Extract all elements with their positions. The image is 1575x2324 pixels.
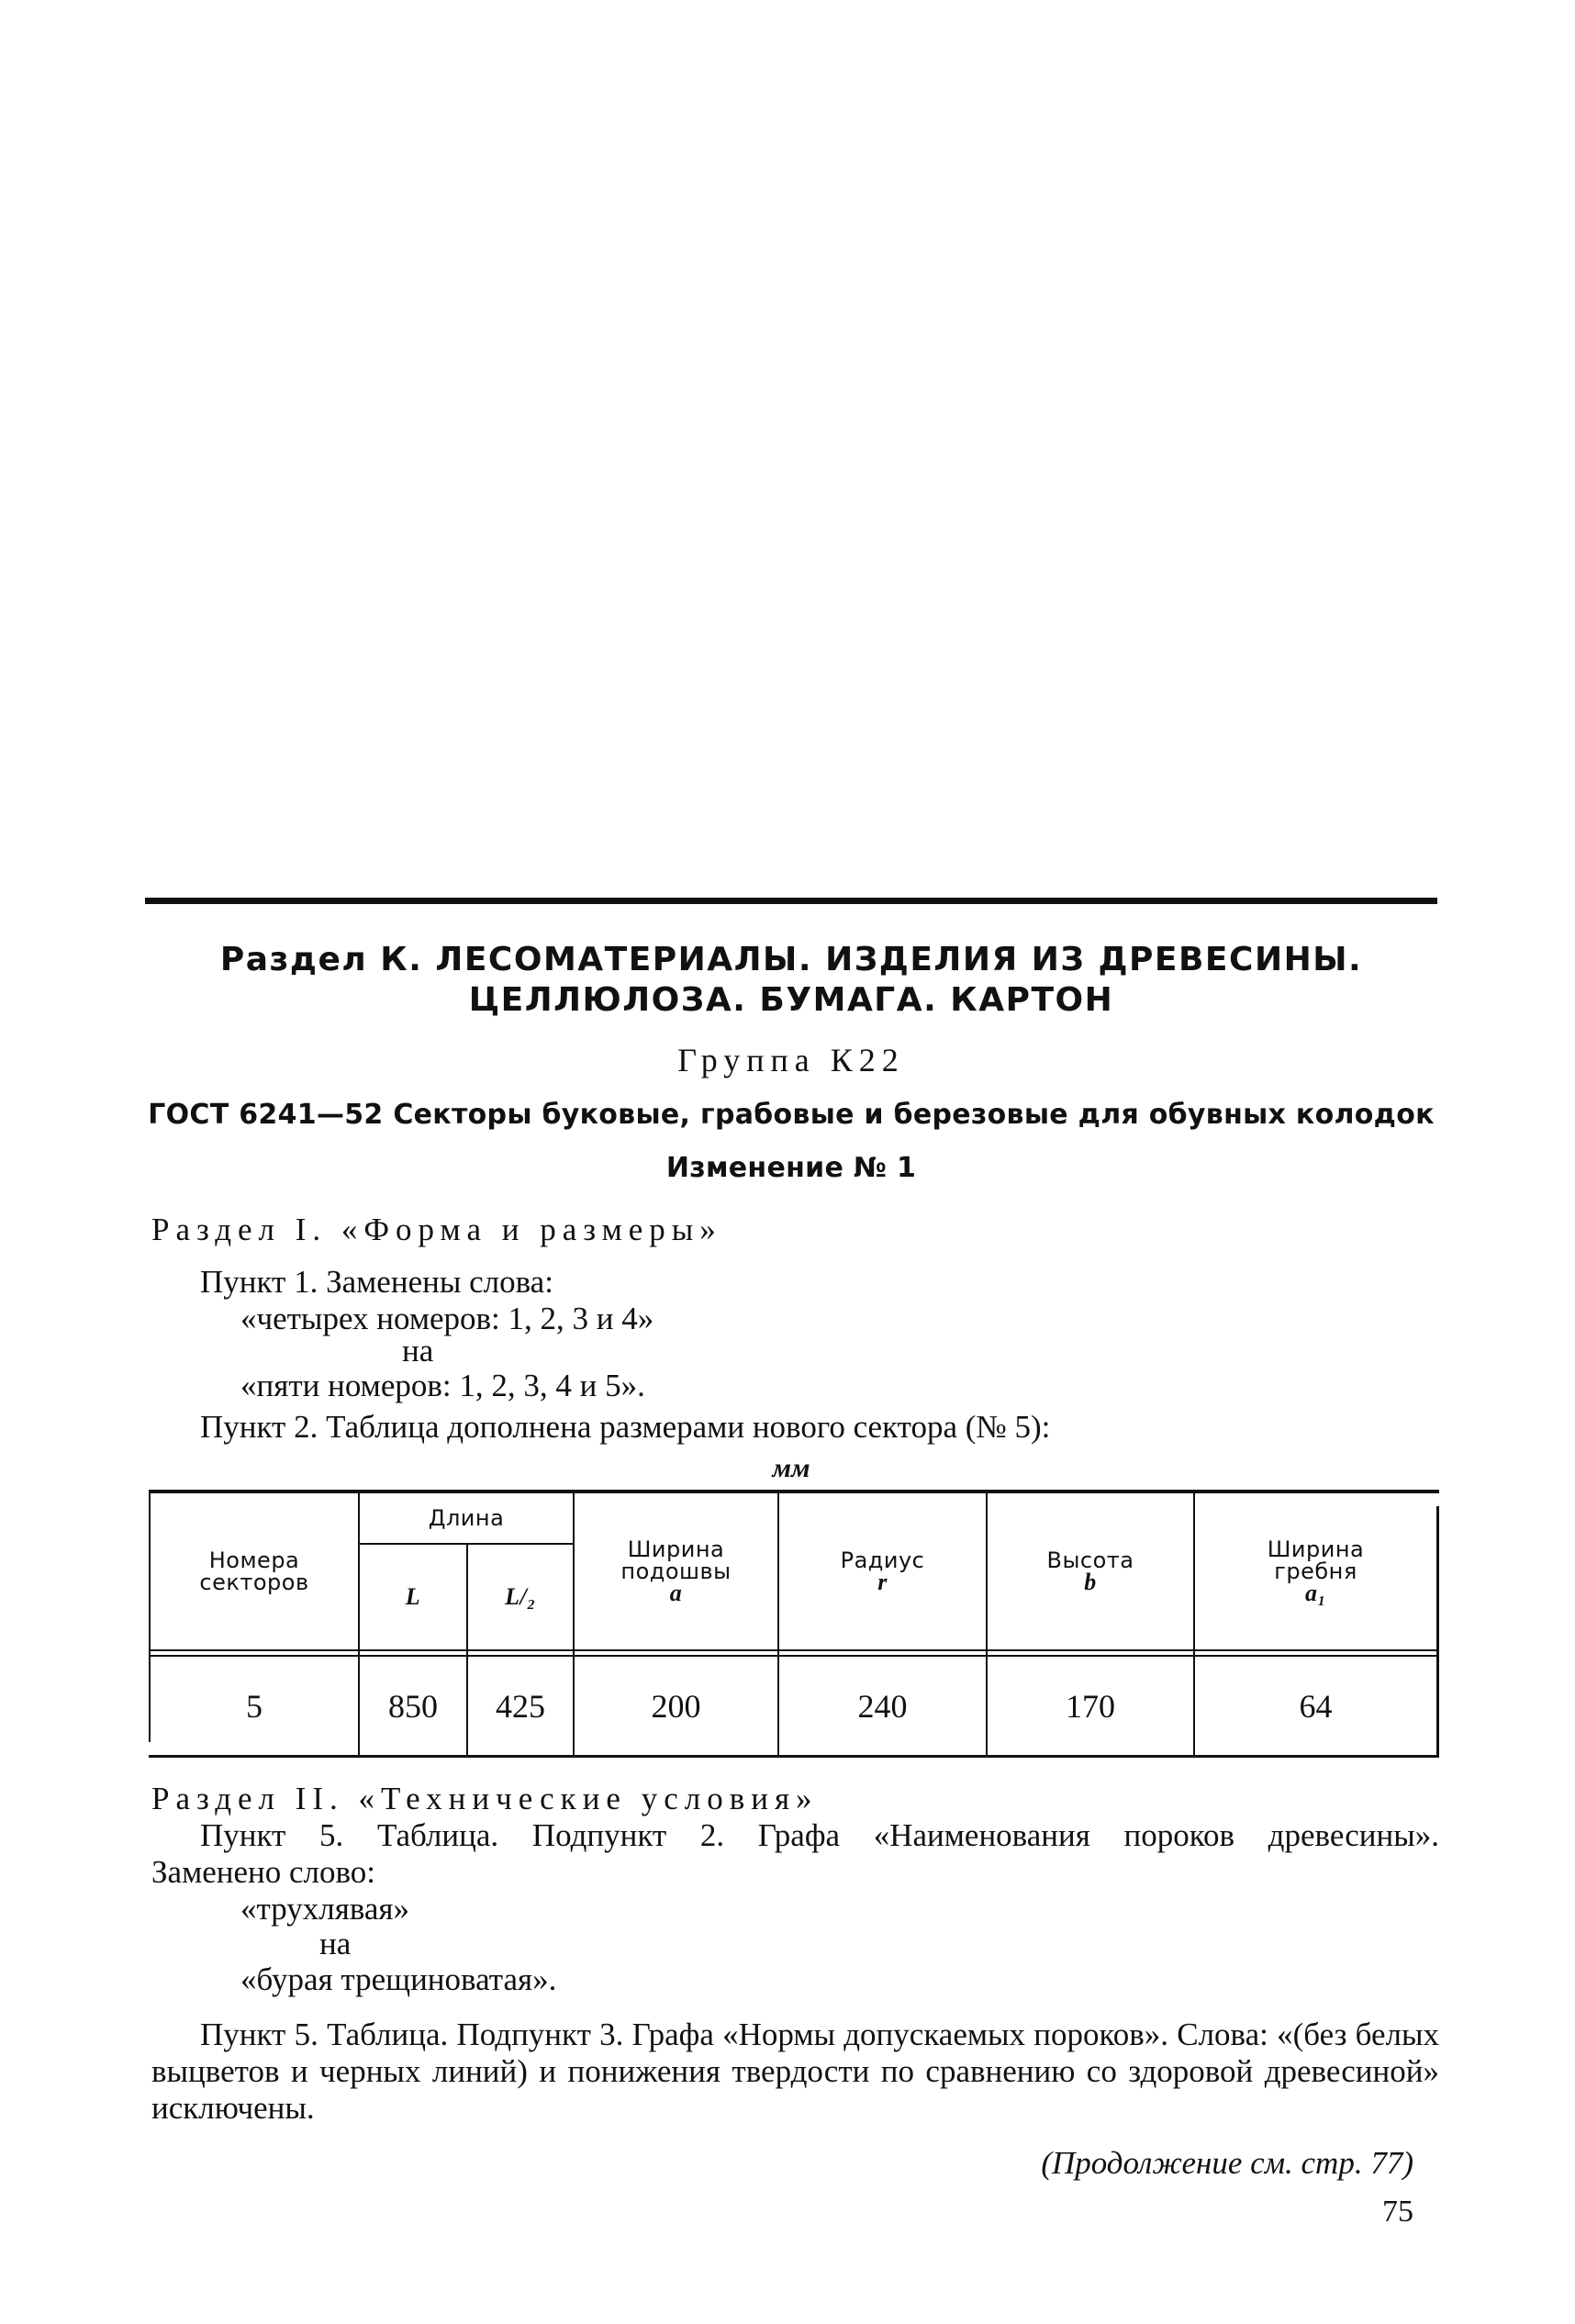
section1-item1-intro: Пункт 1. Заменены слова: [200, 1264, 553, 1300]
table-cell: 64 [1299, 1687, 1333, 1725]
section2-p1-line1: Пункт 5. Таблица. Подпункт 2. Графа «Наименования пороков древесины». [200, 1817, 1439, 1853]
table-cell: 425 [496, 1687, 545, 1725]
change-number: Изменение № 1 [665, 1152, 917, 1184]
section-heading-line1: Раздел К. ЛЕСОМАТЕРИАЛЫ. ИЗДЕЛИЯ ИЗ ДРЕВЕСИНЫ. [219, 941, 1363, 978]
table-cell: 200 [651, 1687, 701, 1725]
top-rule [145, 898, 1437, 904]
section2-title: Раздел II. «Технические условия» [151, 1781, 819, 1816]
section2-p1-on: на [319, 1926, 352, 1961]
table-cell: 240 [857, 1687, 908, 1725]
header-radius: Радиус r [840, 1547, 925, 1595]
section1-item2: Пункт 2. Таблица дополнена размерами нового сектора (№ 5): [200, 1409, 1051, 1445]
continuation-note: (Продолжение см. стр. 77) [1041, 2145, 1413, 2181]
section1-item1-old: «четырех номеров: 1, 2, 3 и 4» [240, 1301, 654, 1336]
header-L: L [405, 1583, 421, 1610]
group-label: Группа К22 [677, 1042, 905, 1078]
table-cell: 850 [388, 1687, 438, 1725]
section1-title: Раздел I. «Форма и размеры» [151, 1212, 722, 1247]
gost-title: ГОСТ 6241—52 Секторы буковые, грабовые и березовые для обувных колодок [148, 1099, 1435, 1131]
section2-p1-old: «трухлявая» [240, 1891, 410, 1927]
section2-p1-line2: Заменено слово: [151, 1854, 376, 1890]
section1-item1-new: «пяти номеров: 1, 2, 3, 4 и 5». [240, 1368, 645, 1403]
section-heading-line2: ЦЕЛЛЮЛОЗА. БУМАГА. КАРТОН [468, 981, 1114, 1019]
dimensions-table [149, 1490, 1439, 1759]
section2-p2: Пункт 5. Таблица. Подпункт 3. Графа «Нормы допускаемых пороков». Слова: «(без белых выцветов и черных линий) и понижения твердости по сравнению со здоровой древесиной» исключены. [151, 2017, 1439, 2126]
table-unit: мм [772, 1453, 810, 1483]
table-cell: 170 [1066, 1687, 1115, 1725]
section2-p1-new: «бурая трещиноватая». [240, 1961, 557, 1997]
page-number: 75 [1382, 2195, 1413, 2229]
header-height: Высота b [1046, 1547, 1134, 1595]
section1-item1-on: на [402, 1333, 434, 1369]
table-cell: 5 [246, 1687, 262, 1725]
header-comb-width: Ширина гребня a₁ [1267, 1536, 1365, 1606]
header-length: Длина [428, 1505, 505, 1531]
header-sector-numbers: Номера секторов [199, 1547, 309, 1595]
header-sole-width: Ширина подошвы a [620, 1536, 732, 1606]
header-L-half: L/₂ [505, 1583, 536, 1610]
